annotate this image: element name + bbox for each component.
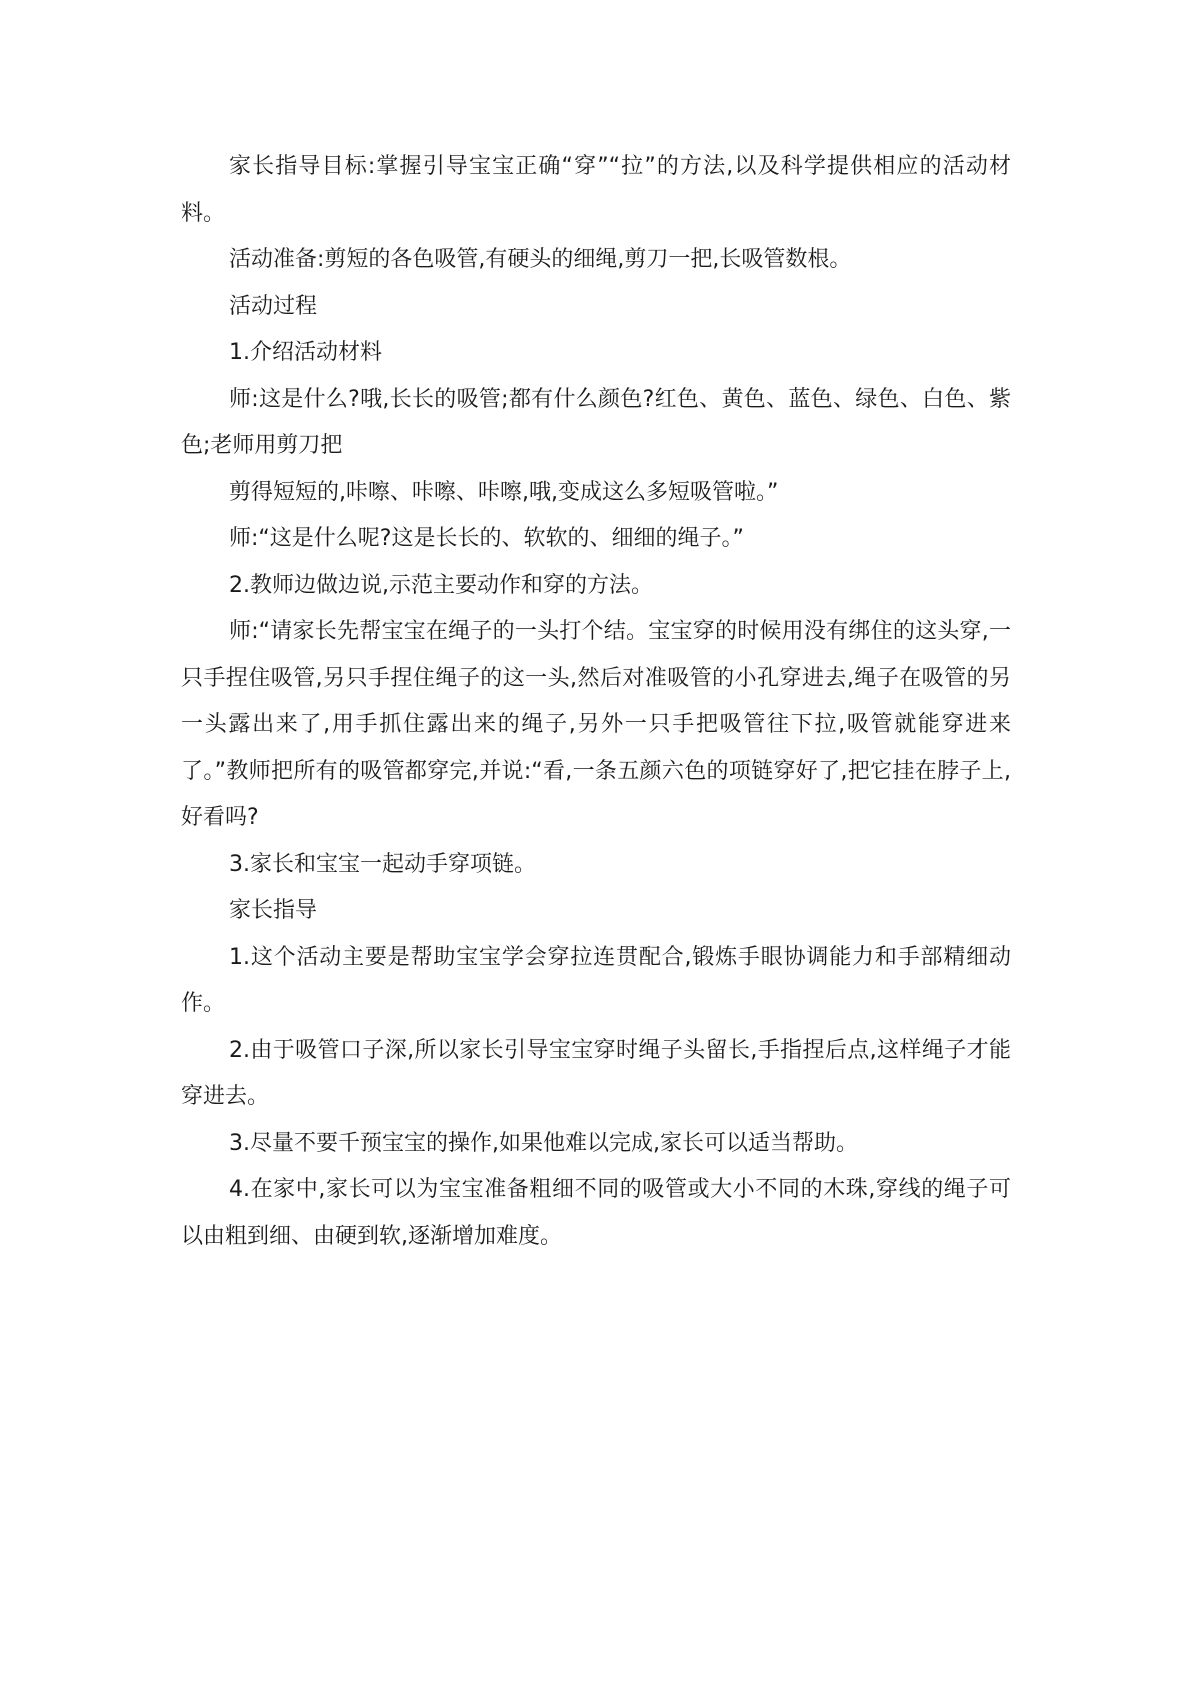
paragraph-cut-short: 剪得短短的,咔嚓、咔嚓、咔嚓,哦,变成这么多短吸管啦。” xyxy=(229,479,779,505)
document-body xyxy=(181,144,1011,1260)
paragraph-preparation: 活动准备:剪短的各色吸管,有硬头的细绳,剪刀一把,长吸管数根。 xyxy=(229,247,852,272)
paragraph-threading-method: 师:“请家长先帮宝宝在绳子的一头打个结。宝宝穿的时候用没有绑住的这头穿,一只手捏住吸管,另只手捏住绳子的这一头,然后对准吸管的小孔穿进去,绳子在吸管的另一头露出来了,用手抓住露出来的绳子,另外一只手把吸管往下拉,吸管就能穿进来了。”教师把所有的吸管都穿完,并说:“看,一条五颜六色的项链穿好了,把它挂在脖子上,好看吗? xyxy=(181,619,1011,830)
paragraph-teacher-rope: 师:“这是什么呢?这是长长的、软软的、细细的绳子。” xyxy=(229,526,744,551)
step-1-heading: 1.介绍活动材料 xyxy=(229,340,382,365)
guidance-item-1: 1.这个活动主要是帮助宝宝学会穿拉连贯配合,锻炼手眼协调能力和手部精细动作。 xyxy=(181,944,1011,1016)
step-3-heading: 3.家长和宝宝一起动手穿项链。 xyxy=(229,851,536,877)
guidance-item-3: 3.尽量不要千预宝宝的操作,如果他难以完成,家长可以适当帮助。 xyxy=(229,1130,858,1156)
heading-activity-process: 活动过程 xyxy=(229,293,318,319)
guidance-item-4: 4.在家中,家长可以为宝宝准备粗细不同的吸管或大小不同的木珠,穿线的绳子可以由粗到细、由硬到软,逐渐增加难度。 xyxy=(181,1177,1011,1249)
paragraph-guidance-goal: 家长指导目标:掌握引导宝宝正确“穿”“拉”的方法,以及科学提供相应的活动材料。 xyxy=(181,154,1011,226)
guidance-item-2: 2.由于吸管口子深,所以家长引导宝宝穿时绳子头留长,手指捏后点,这样绳子才能穿进去。 xyxy=(181,1037,1011,1109)
paragraph-teacher-straws: 师:这是什么?哦,长长的吸管;都有什么颜色?红色、黄色、蓝色、绿色、白色、紫色;老师用剪刀把 xyxy=(181,386,1011,458)
heading-parent-guidance: 家长指导 xyxy=(229,898,318,923)
step-2-heading: 2.教师边做边说,示范主要动作和穿的方法。 xyxy=(229,572,653,598)
